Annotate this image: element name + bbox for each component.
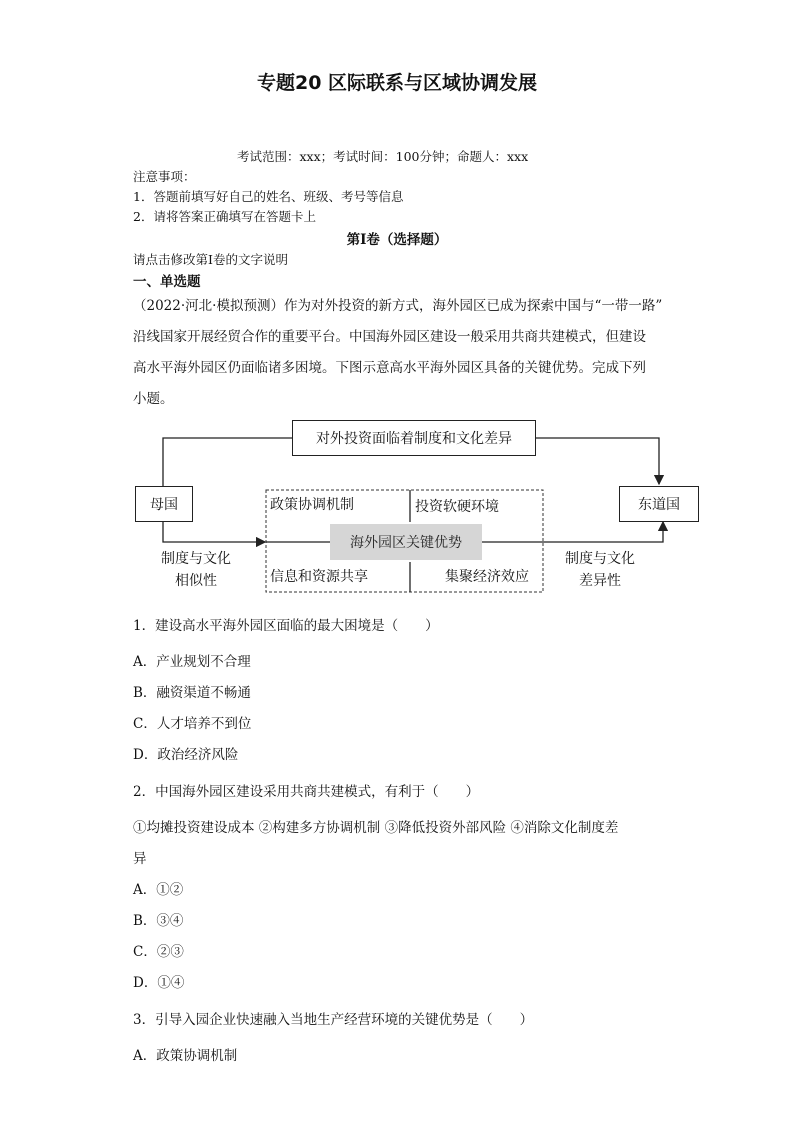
- question-statements: ①均摊投资建设成本 ②构建多方协调机制 ③降低投资外部风险 ④消除文化制度差: [133, 820, 619, 836]
- question-stem: 1．建设高水平海外园区面临的最大困境是（ ）: [133, 618, 439, 634]
- question-option: D．①④: [133, 975, 185, 991]
- right-flow-arrow: [543, 522, 663, 542]
- section-heading: 一、单选题: [133, 274, 201, 290]
- host-country-box: 东道国: [619, 486, 699, 522]
- question-option: B．③④: [133, 913, 184, 929]
- home-country-box: 母国: [135, 486, 193, 522]
- intro-line: 小题。: [133, 391, 174, 407]
- question-option: D．政治经济风险: [133, 747, 239, 763]
- question-option: A．产业规划不合理: [133, 654, 251, 670]
- question-statements: 异: [133, 851, 147, 867]
- question-option: C．人才培养不到位: [133, 716, 252, 732]
- question-option: B．融资渠道不畅通: [133, 685, 251, 701]
- note-item: 1．答题前填写好自己的姓名、班级、考号等信息: [133, 189, 404, 204]
- note-item: 2．请将答案正确填写在答题卡上: [133, 209, 316, 224]
- quadrant-top-left: 政策协调机制: [270, 497, 354, 513]
- left-note-line: 相似性: [175, 573, 217, 589]
- quadrant-bottom-right: 集聚经济效应: [445, 569, 529, 585]
- right-note-line: 制度与文化: [565, 551, 635, 567]
- intro-line: 沿线国家开展经贸合作的重要平台。中国海外园区建设一般采用共商共建模式，但建设: [133, 329, 646, 345]
- center-label: 海外园区关键优势: [330, 524, 482, 560]
- question-stem: 3．引导入园企业快速融入当地生产经营环境的关键优势是（ ）: [133, 1012, 534, 1028]
- right-note-line: 差异性: [579, 573, 621, 589]
- question-stem: 2．中国海外园区建设采用共商共建模式，有利于（ ）: [133, 784, 480, 800]
- intro-line: （2022·河北·模拟预测）作为对外投资的新方式，海外园区已成为探索中国与“一带一路”: [133, 298, 663, 314]
- quadrant-top-right: 投资软硬环境: [415, 499, 499, 515]
- document-title: 专题20 区际联系与区域协调发展: [256, 72, 538, 94]
- intro-line: 高水平海外园区仍面临诸多困境。下图示意高水平海外园区具备的关键优势。完成下列: [133, 360, 646, 376]
- question-option: A．政策协调机制: [133, 1048, 238, 1064]
- question-option: C．②③: [133, 944, 184, 960]
- diagram-top-label: 对外投资面临着制度和文化差异: [292, 420, 536, 456]
- left-flow-arrow: [163, 520, 265, 542]
- left-note-line: 制度与文化: [161, 551, 231, 567]
- exam-info: 考试范围：xxx；考试时间：100分钟；命题人：xxx: [237, 149, 529, 164]
- volume-note: 请点击修改第I卷的文字说明: [133, 252, 288, 267]
- quadrant-bottom-left: 信息和资源共享: [270, 569, 368, 585]
- notes-heading: 注意事项：: [133, 169, 196, 184]
- question-option: A．①②: [133, 882, 184, 898]
- advantage-diagram: [133, 418, 703, 598]
- volume-heading: 第I卷（选择题）: [346, 232, 448, 248]
